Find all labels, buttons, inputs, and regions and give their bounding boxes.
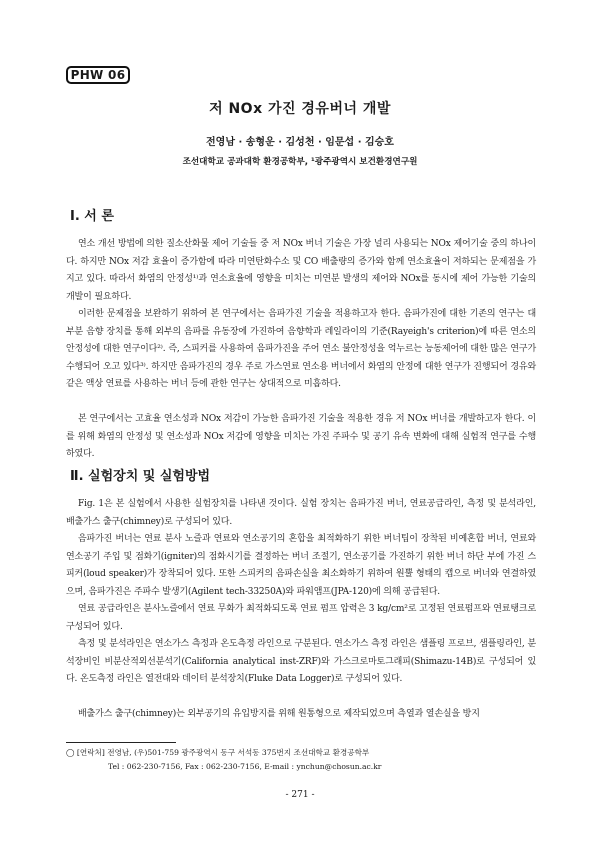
methods-paragraph-5: 배출가스 출구(chimney)는 외부공기의 유입방지를 위해 원통형으로 제작되었으며 측열과 열손실을 방지 bbox=[78, 709, 480, 719]
footnote-divider bbox=[66, 742, 176, 743]
session-badge: PHW 06 bbox=[66, 66, 130, 84]
methods-paragraph-2: 음파가진 버너는 연료 분사 노즐과 연료와 연소공기의 혼합을 최적화하기 위한 버너팁이 장착된 비예혼합 버너, 연료와 연소공기 주입 및 점화기(igniter)의 점화시기를 결정하는 버너 조절기, 연소공기를 가진하기 위한 버너 하단 부에 가진 스피커(loud speaker)가 장착되어 있다. 또한 스피커의 음파손실을 최소화하기 위하여 원뿔 형태의 캡으로 버너와 연결하였으며, 음파가진은 주파수 발생기(Agilent tech-33250A)와 파워앰프(JPA-120)에 의해 공급된다. bbox=[66, 534, 536, 597]
section-heading-methods: Ⅱ. 실험장치 및 실험방법 bbox=[70, 469, 211, 484]
author-list: 전영남 · 송형운 · 김성천 · 임문섭 · 김승호 bbox=[206, 137, 394, 148]
page-number: - 271 - bbox=[285, 790, 315, 800]
methods-paragraph-4: 측정 및 분석라인은 연소가스 측정과 온도측정 라인으로 구분된다. 연소가스 측정 라인은 샘플링 프로브, 샘플링라인, 분석장비인 비분산적외선분석기(California analytical inst-ZRF)와 가스크로마토그래피(Shimazu-14B)로 구성되어 있다. 온도측정 라인은 열전대와 데이터 분석장치(Fluke Data Logger)로 구성되어 있다. bbox=[66, 639, 536, 685]
paper-title: 저 NOx 가진 경유버너 개발 bbox=[209, 101, 391, 117]
footnote-tel-line: Tel : 062-230-7156, Fax : 062-230-7156, E-mail : ynchun@chosun.ac.kr bbox=[108, 762, 382, 771]
section-heading-introduction: Ⅰ. 서 론 bbox=[70, 209, 114, 224]
methods-paragraph-1: Fig. 1은 본 실험에서 사용한 실험장치를 나타낸 것이다. 실험 장치는 음파가진 버너, 연료공급라인, 측정 및 분석라인, 배출가스 출구(chimney)로 구성되어 있다. bbox=[66, 499, 536, 527]
methods-paragraph-3: 연료 공급라인은 분사노즐에서 연료 무화가 최적화되도록 연료 펌프 압력은 3 kg/cm²로 고정된 연료펌프와 연료탱크로 구성되어 있다. bbox=[66, 604, 536, 632]
intro-paragraph-1: 연소 개선 방법에 의한 질소산화물 제어 기술들 중 저 NOx 버너 기술은 가장 널리 사용되는 NOx 제어기술 중의 하나이다. 하지만 NOx 저감 효율이 증가함에 따라 미연탄화수소 및 CO 배출량의 증가와 함께 연소효율이 저하되는 문제점을 가지고 있다. 따라서 화염의 안정성¹⁾과 연소효율에 영향을 미치는 미연분 발생의 제어와 NOx를 동시에 제어 가능한 기술의 개발이 필요하다. bbox=[66, 239, 536, 302]
intro-paragraph-2: 이러한 문제점을 보완하기 위하여 본 연구에서는 음파가진 기술을 적용하고자 한다. 음파가진에 대한 기존의 연구는 대부분 음향 장치를 통해 외부의 음파를 유동장에 가진하여 음향학과 레일라이의 기준(Rayeigh's criterion)에 따른 연소의 안정성에 대한 연구이다²⁾. 즉, 스피커를 사용하여 음파가진을 주어 연소 불안정성을 억누르는 능동제어에 대한 많은 연구가 수행되어 오고 있다³⁾. 하지만 음파가진의 경우 주로 가스연료 연소용 버너에서 화염의 안정에 대한 연구가 진행되어 경유와 같은 액상 연료를 사용하는 버너 등에 관한 연구는 상대적으로 미흡하다. bbox=[66, 309, 536, 390]
footnote bbox=[66, 746, 546, 774]
intro-paragraph-3: 본 연구에서는 고효율 연소성과 NOx 저감이 가능한 음파가진 기술을 적용한 경유 저 NOx 버너를 개발하고자 한다. 이를 위해 화염의 안정성 및 연소성과 NOx 저감에 영향을 미치는 가진 주파수 및 공기 유속 변화에 대해 실험적 연구를 수행하였다. bbox=[66, 414, 536, 460]
affiliation: 조선대학교 공과대학 환경공학부, ¹광주광역시 보건환경연구원 bbox=[182, 157, 418, 167]
footnote-contact-line: ◯ [연락처] 전영남, (우)501-759 광주광역시 동구 서석동 375번지 조선대학교 환경공학부 bbox=[66, 748, 370, 757]
